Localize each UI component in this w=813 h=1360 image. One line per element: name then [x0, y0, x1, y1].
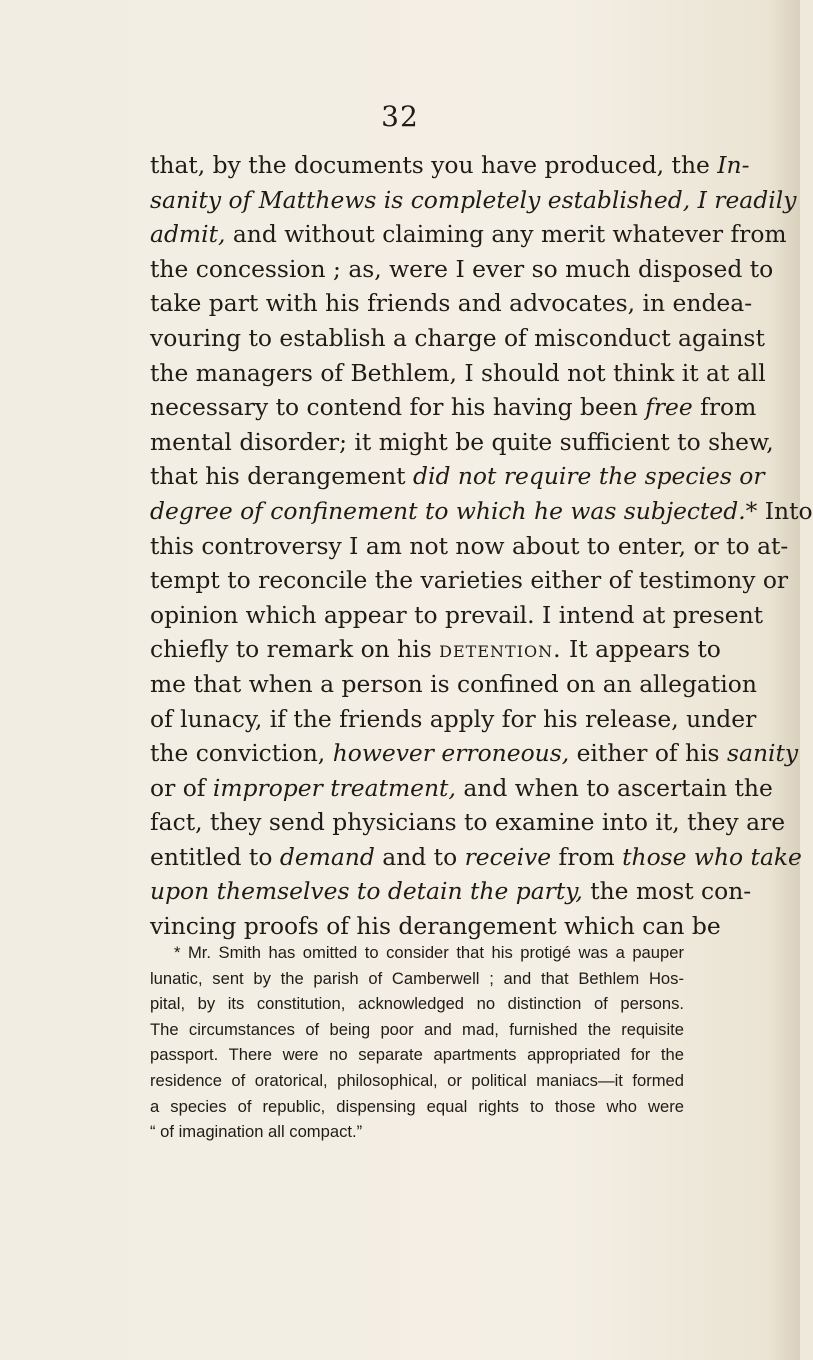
text-line	[150, 632, 721, 667]
footnote-line: * Mr. Smith has omitted to consider that his protigé was a pauper	[174, 943, 684, 962]
italic-text: degree of confinement to which he was subjected.	[150, 496, 746, 525]
text-segment: that, by the documents you have produced, the	[150, 151, 718, 179]
text-segment: the concession ; as, were I ever so much disposed to	[150, 254, 774, 283]
italic-text: sanity	[727, 739, 799, 768]
italic-text: those who take	[622, 842, 802, 871]
text-segment: mental disorder; it might be quite sufficient to shew,	[150, 427, 774, 456]
text-line	[150, 874, 752, 909]
footnote-line: The circumstances of being poor and mad, furnished the requisite	[150, 1019, 684, 1039]
text-line	[150, 598, 764, 633]
footnote-line: a species of republic, dispensing equal rights to those who were	[150, 1096, 684, 1116]
text-line	[150, 805, 786, 840]
text-segment: tempt to reconcile the varieties either of testimony or	[150, 566, 789, 595]
text-segment: vincing proofs of his derangement which can be	[150, 912, 721, 941]
footnote-line: residence of oratorical, philosophical, or political maniacs—it formed	[150, 1070, 684, 1090]
text-segment: the managers of Bethlem, I should not think it at all	[150, 358, 766, 387]
text-line	[150, 390, 757, 425]
text-segment: It appears to	[561, 635, 721, 664]
body-text	[150, 148, 813, 944]
italic-text: improper treatment,	[212, 773, 456, 802]
text-segment: me that when a person is confined on an allegation	[150, 669, 757, 698]
text-line	[150, 183, 797, 218]
text-line	[150, 425, 774, 460]
italic-text: upon themselves to detain the party,	[150, 877, 583, 906]
text-segment: or of	[150, 773, 213, 802]
small-caps-text: detention.	[439, 635, 562, 664]
italic-text: In-	[717, 151, 750, 179]
text-segment: from	[551, 842, 623, 871]
text-line	[150, 148, 750, 183]
text-segment: that his derangement	[150, 462, 413, 491]
text-segment: chiefly to remark on his	[150, 635, 440, 664]
italic-text: did not require the species or	[412, 462, 765, 491]
italic-text: demand	[279, 842, 375, 871]
text-line	[150, 494, 813, 529]
text-line	[150, 321, 765, 356]
text-line	[150, 702, 757, 737]
text-segment: * Into	[745, 496, 813, 525]
footnote	[150, 940, 684, 1145]
footnote-line: pital, by its constitution, acknowledged no distinction of persons.	[150, 994, 684, 1014]
text-line	[150, 459, 765, 494]
footnote-line: lunatic, sent by the parish of Camberwell ; and that Bethlem Hos-	[150, 968, 684, 988]
text-segment: opinion which appear to prevail. I intend at present	[150, 600, 764, 629]
text-line	[150, 356, 766, 391]
text-line	[150, 529, 789, 564]
text-segment: this controversy I am not now about to enter, or to at-	[150, 531, 789, 560]
page-number: 32	[381, 100, 419, 133]
text-segment: and without claiming any merit whatever from	[225, 220, 787, 249]
text-segment: from	[692, 393, 757, 422]
text-segment: the most con-	[582, 877, 752, 906]
italic-text: receive	[464, 842, 552, 871]
text-segment: either of his	[569, 739, 727, 768]
text-line	[150, 771, 773, 806]
text-segment: and to	[374, 842, 465, 871]
text-line	[150, 286, 753, 321]
italic-text: however erroneous,	[332, 739, 570, 768]
text-segment: the conviction,	[150, 739, 333, 768]
text-line	[150, 736, 799, 771]
text-segment: take part with his friends and advocates, in endea-	[150, 289, 753, 318]
text-segment: fact, they send physicians to examine into it, they are	[150, 808, 786, 837]
text-line	[150, 667, 757, 702]
text-line	[150, 840, 802, 875]
text-line	[150, 252, 774, 287]
text-segment: necessary to contend for his having been	[150, 393, 646, 422]
text-line	[150, 563, 789, 598]
text-line	[150, 217, 787, 252]
text-segment: entitled to	[150, 842, 280, 871]
italic-text: sanity of Matthews is completely established, I readily	[150, 185, 797, 214]
text-segment: and when to ascertain the	[455, 773, 773, 802]
italic-text: admit,	[150, 220, 226, 249]
footnote-line: passport. There were no separate apartments appropriated for the	[150, 1045, 684, 1065]
text-line	[150, 909, 721, 944]
text-segment: of lunacy, if the friends apply for his release, under	[150, 704, 757, 733]
italic-text: free	[645, 393, 693, 422]
text-segment: vouring to establish a charge of misconduct against	[150, 323, 765, 352]
footnote-line: “ of imagination all compact.”	[150, 1122, 363, 1142]
